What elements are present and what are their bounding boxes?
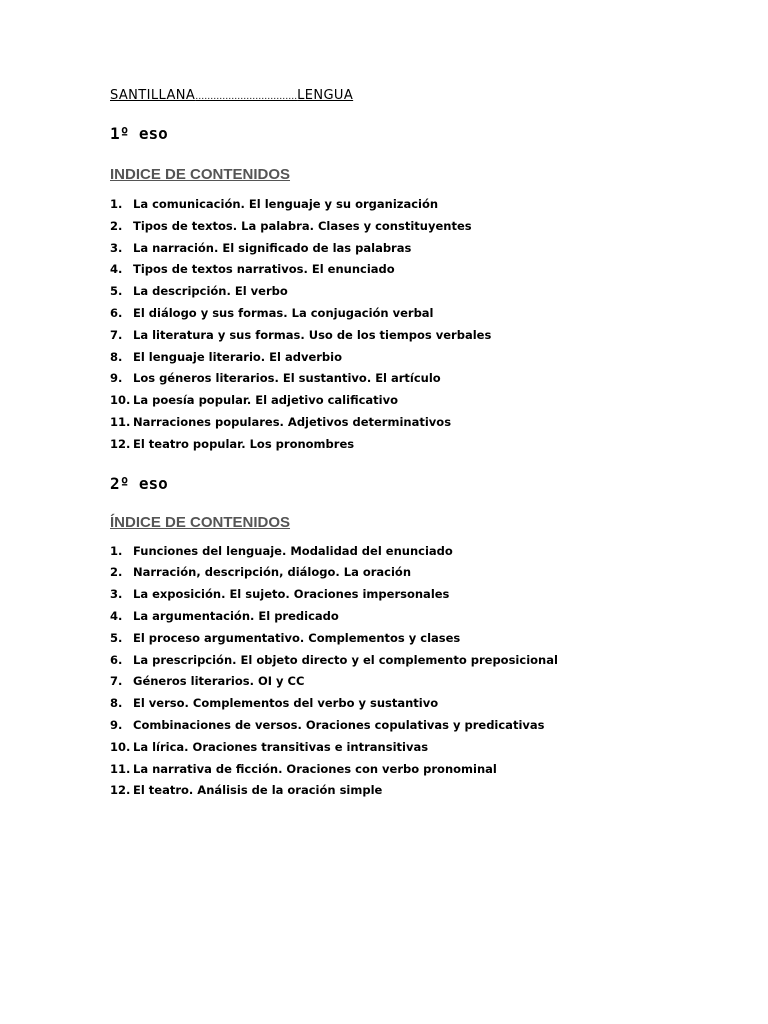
toc-item-text: El lenguaje literario. El adverbio xyxy=(133,349,342,364)
section-2 xyxy=(110,473,730,803)
header-dots: ……………………………. xyxy=(195,92,298,102)
toc-item-text: El verso. Complementos del verbo y sustantivo xyxy=(133,696,439,711)
toc-item xyxy=(110,390,730,412)
toc-item-text: Tipos de textos. La palabra. Clases y constituyentes xyxy=(133,218,472,233)
toc-item xyxy=(110,368,730,390)
toc-item-text: Narración, descripción, diálogo. La oración xyxy=(133,565,412,580)
toc-item xyxy=(110,715,730,737)
section-heading: INDICE DE CONTENIDOS xyxy=(110,166,291,183)
document-header xyxy=(110,86,730,106)
toc-item xyxy=(110,216,730,238)
toc-item-text: El diálogo y sus formas. La conjugación verbal xyxy=(133,305,434,320)
toc-item xyxy=(110,194,730,216)
toc-item-number: 7. xyxy=(110,327,123,342)
toc-item-number: 8. xyxy=(110,349,123,364)
section-1 xyxy=(110,123,730,456)
toc-item-number: 4. xyxy=(110,608,123,623)
toc-item xyxy=(110,584,730,606)
toc-item-number: 6. xyxy=(110,652,123,667)
toc-list xyxy=(110,194,730,456)
toc-item xyxy=(110,412,730,434)
toc-item xyxy=(110,650,730,672)
toc-item-number: 5. xyxy=(110,284,123,299)
toc-item xyxy=(110,737,730,759)
toc-item-text: La descripción. El verbo xyxy=(133,284,288,299)
toc-item-number: 4. xyxy=(110,262,123,277)
toc-item-number: 2. xyxy=(110,565,123,580)
toc-item-number: 3. xyxy=(110,587,123,602)
toc-item-number: 7. xyxy=(110,674,123,689)
toc-item-text: Funciones del lenguaje. Modalidad del enunciado xyxy=(133,543,453,558)
toc-item-text: La prescripción. El objeto directo y el complemento preposicional xyxy=(133,652,558,667)
toc-item-text: La narrativa de ficción. Oraciones con verbo pronominal xyxy=(133,761,497,776)
toc-item xyxy=(110,562,730,584)
toc-item-number: 1. xyxy=(110,197,123,211)
toc-item-text: La comunicación. El lenguaje y su organización xyxy=(133,197,439,211)
toc-item xyxy=(110,259,730,281)
toc-item xyxy=(110,628,730,650)
toc-item-text: Combinaciones de versos. Oraciones copulativas y predicativas xyxy=(133,717,545,732)
toc-item-number: 12. xyxy=(110,436,131,451)
toc-item-number: 3. xyxy=(110,240,123,255)
header-publisher: SANTILLANA xyxy=(110,88,196,103)
toc-item xyxy=(110,693,730,715)
toc-list xyxy=(110,541,730,803)
toc-item-text: La exposición. El sujeto. Oraciones impersonales xyxy=(133,587,450,602)
toc-item-number: 9. xyxy=(110,717,123,732)
toc-item xyxy=(110,541,730,563)
header-subject: LENGUA xyxy=(297,88,354,103)
toc-item-number: 1. xyxy=(110,543,123,558)
toc-item-text: Narraciones populares. Adjetivos determinativos xyxy=(133,414,452,429)
document-page xyxy=(110,86,730,802)
toc-item-text: Tipos de textos narrativos. El enunciado xyxy=(133,262,395,277)
toc-item-number: 8. xyxy=(110,696,123,711)
toc-item-text: La poesía popular. El adjetivo calificativo xyxy=(133,393,399,408)
toc-item-number: 11. xyxy=(110,761,131,776)
toc-item xyxy=(110,281,730,303)
toc-item-text: El teatro. Análisis de la oración simple xyxy=(133,783,383,798)
section-title: 1º eso xyxy=(110,124,168,143)
toc-item-number: 2. xyxy=(110,218,123,233)
toc-item-text: La narración. El significado de las palabras xyxy=(133,240,412,255)
toc-item-number: 10. xyxy=(110,739,131,754)
section-title: 2º eso xyxy=(110,473,168,493)
toc-item-text: La lírica. Oraciones transitivas e intransitivas xyxy=(133,739,429,754)
toc-item-number: 12. xyxy=(110,783,131,798)
toc-item-number: 9. xyxy=(110,371,123,386)
toc-item-number: 11. xyxy=(110,414,131,429)
toc-item xyxy=(110,325,730,347)
toc-item xyxy=(110,671,730,693)
toc-item xyxy=(110,347,730,369)
toc-item-text: El proceso argumentativo. Complementos y clases xyxy=(133,630,461,645)
toc-item xyxy=(110,238,730,260)
toc-item xyxy=(110,434,730,456)
toc-item-text: Los géneros literarios. El sustantivo. El artículo xyxy=(133,371,441,386)
toc-item-number: 5. xyxy=(110,630,123,645)
toc-item-text: La argumentación. El predicado xyxy=(133,608,339,623)
toc-item-number: 6. xyxy=(110,305,123,320)
toc-item xyxy=(110,780,730,802)
toc-item xyxy=(110,759,730,781)
toc-item-number: 10. xyxy=(110,393,131,408)
toc-item-text: El teatro popular. Los pronombres xyxy=(133,436,355,451)
toc-item xyxy=(110,303,730,325)
toc-item xyxy=(110,606,730,628)
toc-item-text: Géneros literarios. OI y CC xyxy=(133,674,305,689)
toc-item-text: La literatura y sus formas. Uso de los tiempos verbales xyxy=(133,327,492,342)
section-heading: ÍNDICE DE CONTENIDOS xyxy=(110,513,291,531)
